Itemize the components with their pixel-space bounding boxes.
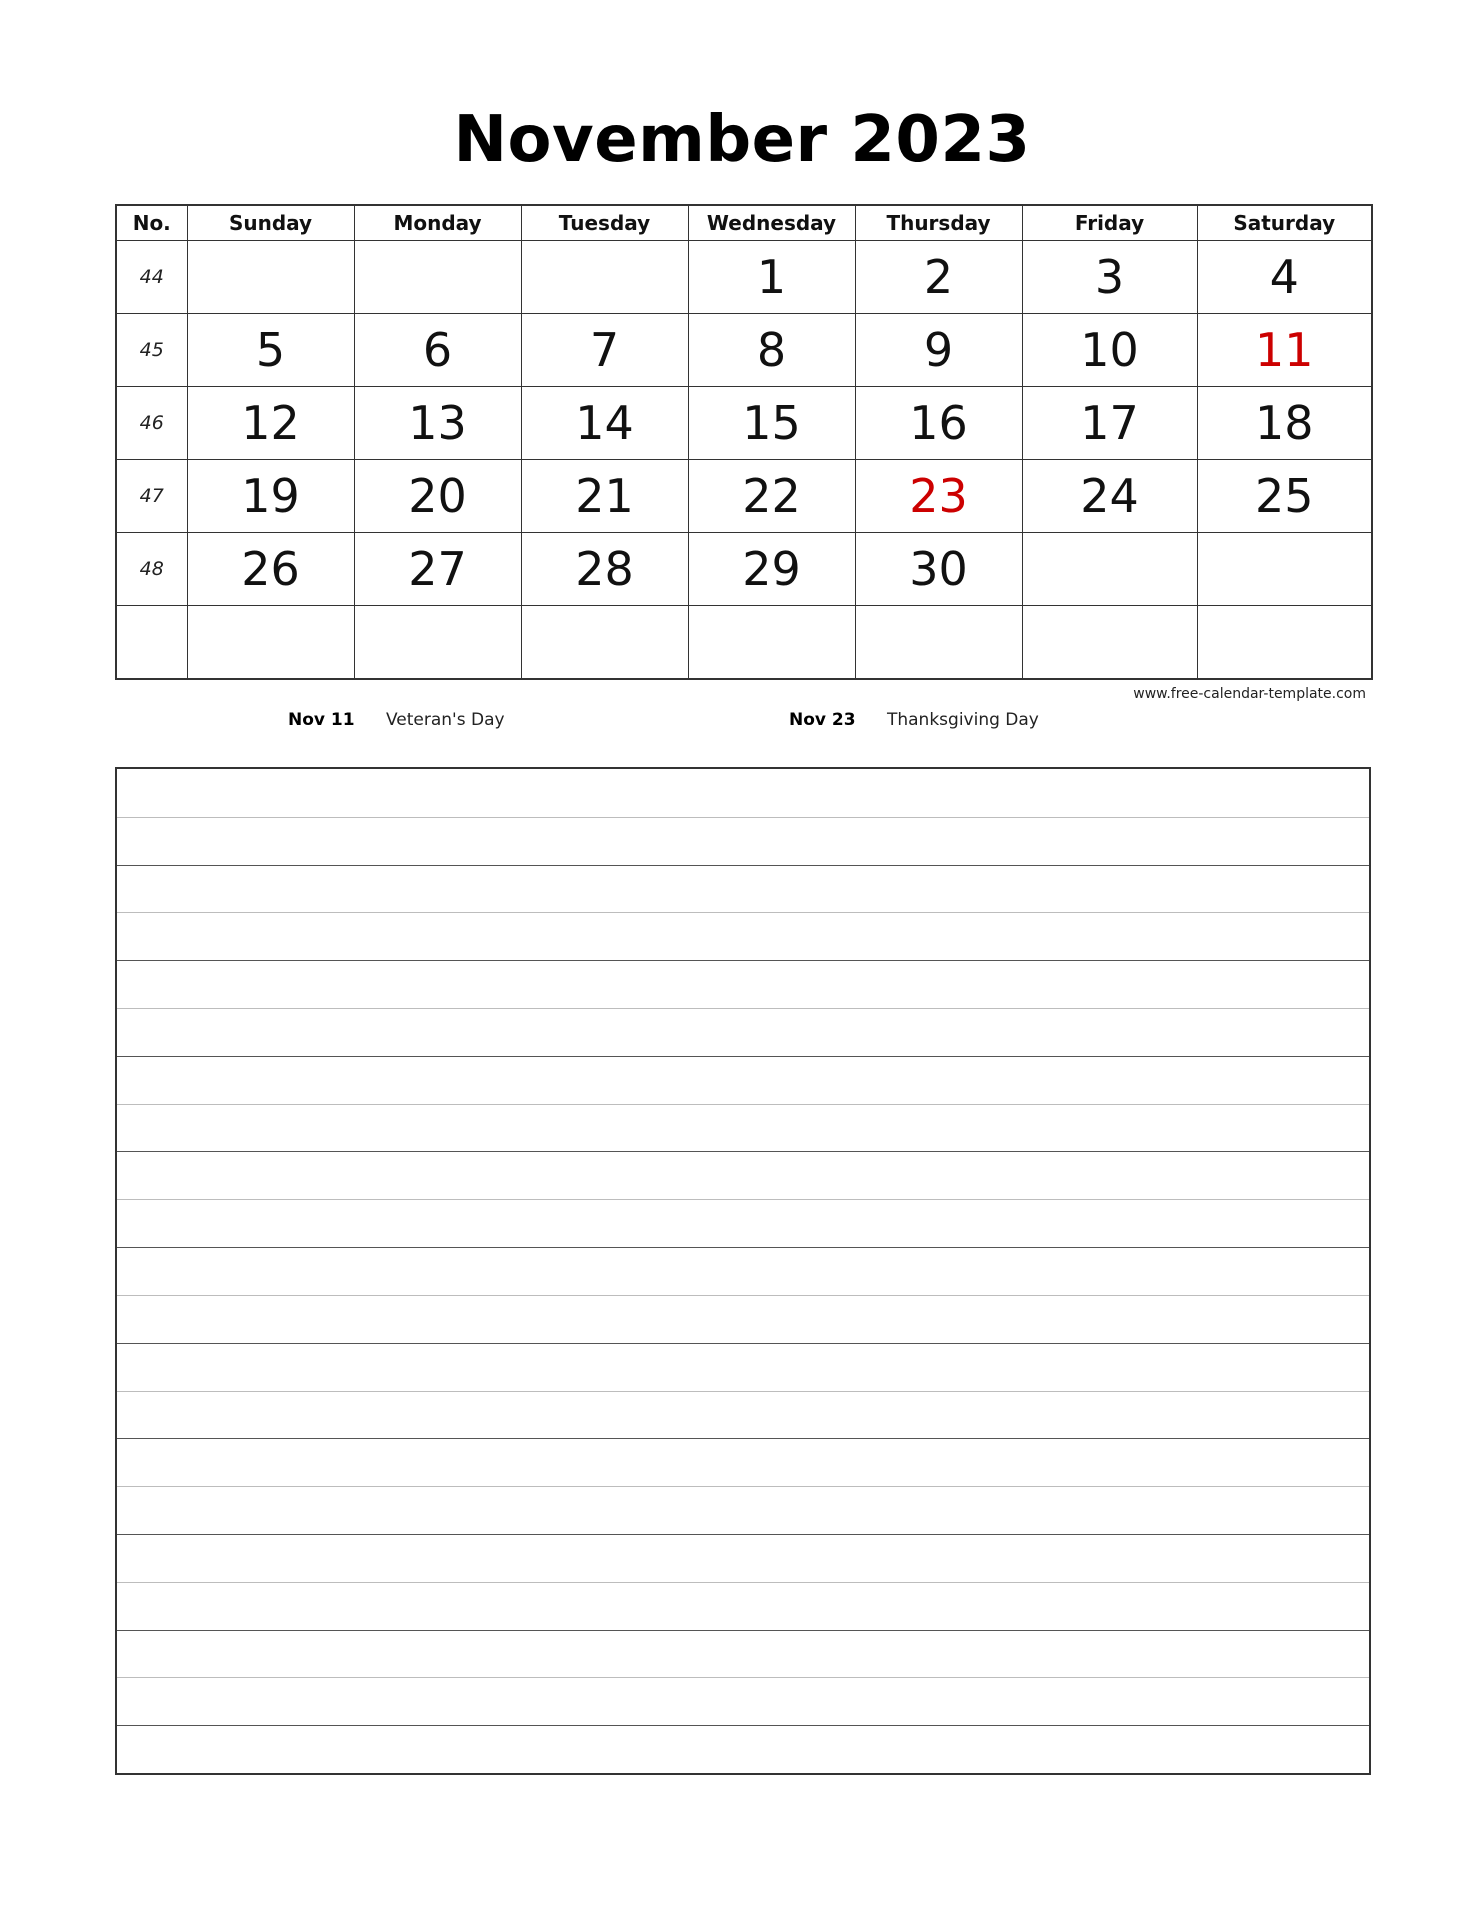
week-number: 45 [116, 314, 187, 387]
weekday-header: Monday [354, 205, 521, 241]
week-row [116, 606, 1372, 680]
week-number-header: No. [116, 205, 187, 241]
note-line [117, 1199, 1369, 1200]
day-cell [1022, 533, 1197, 606]
holiday-date: Nov 11 [288, 710, 355, 730]
day-cell: 3 [1022, 241, 1197, 314]
week-number [116, 606, 187, 680]
day-cell: 21 [521, 460, 688, 533]
day-cell: 18 [1197, 387, 1372, 460]
day-cell [354, 606, 521, 680]
day-cell [688, 606, 855, 680]
website-credit: www.free-calendar-template.com [1133, 686, 1366, 702]
day-cell: 17 [1022, 387, 1197, 460]
note-line [117, 1438, 1369, 1439]
holiday-name: Veteran's Day [385, 710, 505, 730]
holiday-name: Thanksgiving Day [886, 710, 1039, 730]
note-line [117, 960, 1369, 961]
day-cell: 14 [521, 387, 688, 460]
week-row [116, 314, 1372, 387]
weekday-header: Friday [1022, 205, 1197, 241]
day-cell: 30 [855, 533, 1022, 606]
holiday-day-cell: 23 [855, 460, 1022, 533]
note-line [117, 1056, 1369, 1057]
day-cell: 5 [187, 314, 354, 387]
day-cell: 22 [688, 460, 855, 533]
day-cell: 8 [688, 314, 855, 387]
note-line [117, 1534, 1369, 1535]
weekday-header: Tuesday [521, 205, 688, 241]
holiday-entry [288, 710, 505, 730]
day-cell: 16 [855, 387, 1022, 460]
day-cell [187, 606, 354, 680]
note-line [117, 1295, 1369, 1296]
day-cell: 6 [354, 314, 521, 387]
day-cell: 7 [521, 314, 688, 387]
holiday-entry [789, 710, 1039, 730]
note-line [117, 1725, 1369, 1726]
calendar-grid [115, 204, 1373, 680]
week-row [116, 533, 1372, 606]
day-cell [187, 241, 354, 314]
day-cell [521, 241, 688, 314]
day-cell: 26 [187, 533, 354, 606]
week-row [116, 387, 1372, 460]
day-cell: 12 [187, 387, 354, 460]
day-cell: 13 [354, 387, 521, 460]
weekday-header: Saturday [1197, 205, 1372, 241]
day-cell: 25 [1197, 460, 1372, 533]
day-cell: 15 [688, 387, 855, 460]
weekday-header: Thursday [855, 205, 1022, 241]
day-cell: 1 [688, 241, 855, 314]
note-line [117, 1630, 1369, 1631]
note-line [117, 1486, 1369, 1487]
day-cell: 28 [521, 533, 688, 606]
note-line [117, 1247, 1369, 1248]
note-line [117, 1391, 1369, 1392]
weekday-header: Sunday [187, 205, 354, 241]
week-number: 48 [116, 533, 187, 606]
day-cell [1022, 606, 1197, 680]
week-row [116, 241, 1372, 314]
note-line [117, 1343, 1369, 1344]
page-title: November 2023 [453, 103, 1031, 177]
note-line [117, 1104, 1369, 1105]
day-cell: 24 [1022, 460, 1197, 533]
day-cell [855, 606, 1022, 680]
weekday-header-row [116, 205, 1372, 241]
week-number: 46 [116, 387, 187, 460]
day-cell: 19 [187, 460, 354, 533]
note-line [117, 817, 1369, 818]
note-line [117, 1008, 1369, 1009]
day-cell: 29 [688, 533, 855, 606]
day-cell: 27 [354, 533, 521, 606]
day-cell [1197, 606, 1372, 680]
note-line [117, 912, 1369, 913]
day-cell [1197, 533, 1372, 606]
notes-area[interactable] [115, 767, 1371, 1775]
day-cell [521, 606, 688, 680]
note-line [117, 865, 1369, 866]
note-line [117, 1582, 1369, 1583]
week-number: 44 [116, 241, 187, 314]
day-cell: 20 [354, 460, 521, 533]
week-number: 47 [116, 460, 187, 533]
day-cell: 10 [1022, 314, 1197, 387]
week-row [116, 460, 1372, 533]
weekday-header: Wednesday [688, 205, 855, 241]
holiday-date: Nov 23 [789, 710, 856, 730]
day-cell: 4 [1197, 241, 1372, 314]
note-line [117, 1677, 1369, 1678]
day-cell [354, 241, 521, 314]
note-line [117, 1151, 1369, 1152]
day-cell: 9 [855, 314, 1022, 387]
holiday-day-cell: 11 [1197, 314, 1372, 387]
day-cell: 2 [855, 241, 1022, 314]
